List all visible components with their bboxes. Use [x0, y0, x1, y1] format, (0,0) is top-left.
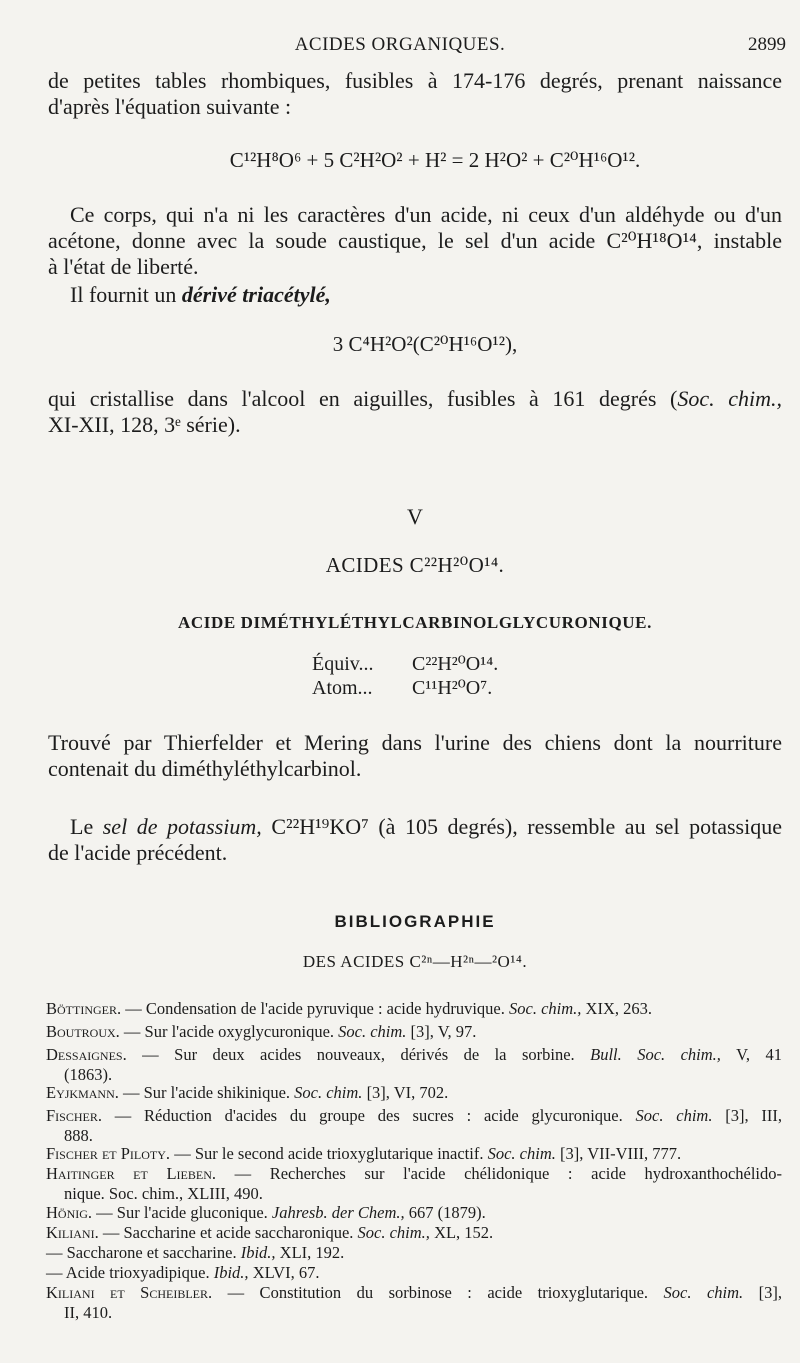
bibliography-author: Fischer.	[46, 1106, 102, 1125]
atom-label: Atom...	[312, 677, 373, 699]
paragraph-2-line-3: à l'état de liberté.	[48, 254, 199, 279]
bibliography-reference: 667 (1879).	[404, 1203, 486, 1222]
equiv-value: C²²H²⁰O¹⁴.	[412, 653, 499, 675]
bibliography-subheading: DES ACIDES C²ⁿ—H²ⁿ—²O¹⁴.	[302, 952, 528, 971]
section-title: ACIDES C²²H²⁰O¹⁴.	[325, 553, 505, 577]
bibliography-reference: [3], VII-VIII, 777.	[555, 1144, 682, 1163]
bibliography-entry-line	[46, 1263, 782, 1283]
paragraph-6-line-2: de l'acide précédent.	[48, 840, 228, 865]
bibliography-journal: Ibid.,	[240, 1243, 276, 1262]
bibliography-entry-line	[46, 1283, 782, 1303]
bibliography-reference: [3], VI, 702.	[362, 1083, 449, 1102]
section-subtitle: ACIDE DIMÉTHYLÉTHYLCARBINOLGLYCURONIQUE.	[178, 613, 652, 632]
bibliography-reference: XIX, 263.	[581, 999, 652, 1018]
bibliography-reference: V, 41	[720, 1045, 782, 1064]
bibliography-title: — Saccharine et acide saccharonique.	[98, 1223, 358, 1242]
paragraph-4-line-2: XI-XII, 128, 3ᵉ série).	[48, 412, 241, 437]
running-head-title: ACIDES ORGANIQUES.	[294, 34, 506, 55]
bibliography-title: — Sur deux acides nouveaux, dérivés de la sorbine.	[126, 1045, 591, 1064]
bibliography-reference: [3], III,	[712, 1106, 782, 1125]
bibliography-journal: Bull. Soc. chim.,	[590, 1045, 721, 1064]
bibliography-journal: Ibid.,	[213, 1263, 249, 1282]
bibliography-author: Hönig.	[46, 1203, 93, 1222]
paragraph-1-line-2: d'après l'équation suivante :	[48, 94, 292, 119]
equiv-label: Équiv...	[312, 653, 374, 675]
bibliography-journal: Soc. chim.	[635, 1106, 713, 1125]
bibliography-reference: XLVI, 67.	[248, 1263, 320, 1282]
bibliography-entry	[46, 1283, 782, 1323]
bibliography-reference: [3], V, 97.	[406, 1022, 477, 1041]
bibliography-entry-line	[46, 1045, 782, 1065]
bibliography-title: — Sur l'acide oxyglycuronique.	[119, 1022, 339, 1041]
equivalents-block	[312, 652, 498, 700]
bibliography-author: Kiliani.	[46, 1223, 99, 1242]
paragraph-6	[48, 814, 782, 866]
bibliography-entry	[46, 1045, 782, 1085]
paragraph-3-italic: dérivé triacétylé,	[181, 282, 331, 307]
bibliography-journal: Jahresb. der Chem.,	[271, 1203, 405, 1222]
bibliography-journal: Soc. chim.,	[509, 999, 582, 1018]
equation-2: 3 C⁴H²O²(C²⁰H¹⁶O¹²),	[332, 332, 518, 356]
bibliography-author: Haitinger et Lieben.	[46, 1164, 216, 1183]
bibliography-continuation: (1863).	[64, 1065, 113, 1084]
bibliography-entry	[46, 1203, 782, 1223]
bibliography-entry	[46, 1144, 782, 1164]
bibliography-entry-line	[46, 1203, 782, 1223]
paragraph-1-line-1: de petites tables rhombiques, fusibles à 174-176 degrés, prenant naissance	[48, 68, 782, 93]
bibliography-continuation: II, 410.	[64, 1303, 113, 1322]
bibliography-title: — Sur l'acide shikinique.	[118, 1083, 295, 1102]
bibliography-title: — Condensation de l'acide pyruvique : acide hydruvique.	[121, 999, 509, 1018]
bibliography-reference: XL, 152.	[429, 1223, 494, 1242]
bibliography-author: Kiliani et Scheibler.	[46, 1283, 213, 1302]
paragraph-4	[48, 386, 782, 438]
bibliography-journal: Soc. chim.	[487, 1144, 556, 1163]
bibliography-continuation: nique. Soc. chim., XLIII, 490.	[64, 1184, 263, 1203]
bibliography-journal: Soc. chim.	[663, 1283, 744, 1302]
bibliography-title: — Sur le second acide trioxyglutarique inactif.	[170, 1144, 488, 1163]
bibliography-author: Boutroux.	[46, 1022, 120, 1041]
paragraph-6-post: C²²H¹⁹KO⁷ (à 105 degrés), ressemble au sel potassique	[261, 814, 782, 839]
bibliography-entry-line	[46, 1083, 782, 1103]
bibliography-author: Fischer et Piloty.	[46, 1144, 171, 1163]
bibliography-title: — Constitution du sorbinose : acide trioxyglutarique.	[212, 1283, 664, 1302]
bibliography-entry	[46, 1223, 782, 1243]
bibliography-title: — Sur l'acide gluconique.	[92, 1203, 272, 1222]
bibliography-entry	[46, 1263, 782, 1283]
bibliography-entry-line	[46, 1164, 782, 1184]
paragraph-5-line-2: contenait du diméthyléthylcarbinol.	[48, 756, 362, 781]
paragraph-5-line-1: Trouvé par Thierfelder et Mering dans l'urine des chiens dont la nourriture	[48, 730, 782, 755]
bibliography-reference: XLI, 192.	[275, 1243, 345, 1262]
bibliography-continuation: 888.	[64, 1126, 93, 1145]
paragraph-1	[48, 68, 782, 120]
bibliography-entry-line	[46, 1022, 782, 1042]
bibliography-journal: Soc. chim.	[338, 1022, 407, 1041]
bibliography-entry-line	[46, 1144, 782, 1164]
bibliography-title: — Saccharone et saccharine.	[46, 1243, 241, 1262]
running-head	[0, 34, 800, 58]
bibliography-author: Dessaignes.	[46, 1045, 127, 1064]
bibliography-entry	[46, 999, 782, 1019]
bibliography-entry-line	[46, 999, 782, 1019]
bibliography-entry	[46, 1106, 782, 1146]
bibliography-author: Böttinger.	[46, 999, 122, 1018]
bibliography-author: Eyjkmann.	[46, 1083, 119, 1102]
paragraph-2	[48, 202, 782, 280]
bibliography-entry	[46, 1022, 782, 1042]
bibliography-entry-line	[46, 1106, 782, 1126]
paragraph-6-italic: sel de potassium,	[102, 814, 262, 839]
section-number: V	[407, 504, 423, 529]
equation-1: C¹²H⁸O⁶ + 5 C²H²O² + H² = 2 H²O² + C²⁰H¹⁶O¹².	[229, 148, 641, 172]
page-number: 2899	[748, 34, 786, 55]
bibliography-heading: BIBLIOGRAPHIE	[334, 912, 496, 931]
paragraph-5	[48, 730, 782, 782]
bibliography-title: — Réduction d'acides du groupe des sucres : acide glycuronique.	[101, 1106, 636, 1125]
paragraph-2-line-2: acétone, donne avec la soude caustique, le sel d'un acide C²⁰H¹⁸O¹⁴, instable	[48, 228, 782, 253]
bibliography-title: — Acide trioxyadipique.	[46, 1263, 214, 1282]
paragraph-4-line-1: qui cristallise dans l'alcool en aiguilles, fusibles à 161 degrés (	[48, 386, 678, 411]
paragraph-2-line-1: Ce corps, qui n'a ni les caractères d'un acide, ni ceux d'un aldéhyde ou d'un	[70, 202, 782, 227]
paragraph-4-italic: Soc. chim.,	[677, 386, 783, 411]
bibliography-entry	[46, 1164, 782, 1204]
paragraph-6-pre: Le	[70, 814, 103, 839]
bibliography-entry	[46, 1083, 782, 1103]
bibliography-title: — Recherches sur l'acide chélidonique : acide hydroxanthochélido-	[215, 1164, 782, 1183]
paragraph-3	[48, 282, 782, 308]
bibliography-journal: Soc. chim.,	[357, 1223, 430, 1242]
atom-value: C¹¹H²⁰O⁷.	[412, 677, 493, 699]
bibliography-entry-line	[46, 1223, 782, 1243]
paragraph-3-text: Il fournit un	[70, 282, 182, 307]
bibliography-reference: [3],	[743, 1283, 782, 1302]
bibliography-journal: Soc. chim.	[294, 1083, 363, 1102]
bibliography-entry	[46, 1243, 782, 1263]
bibliography-entry-line	[46, 1243, 782, 1263]
